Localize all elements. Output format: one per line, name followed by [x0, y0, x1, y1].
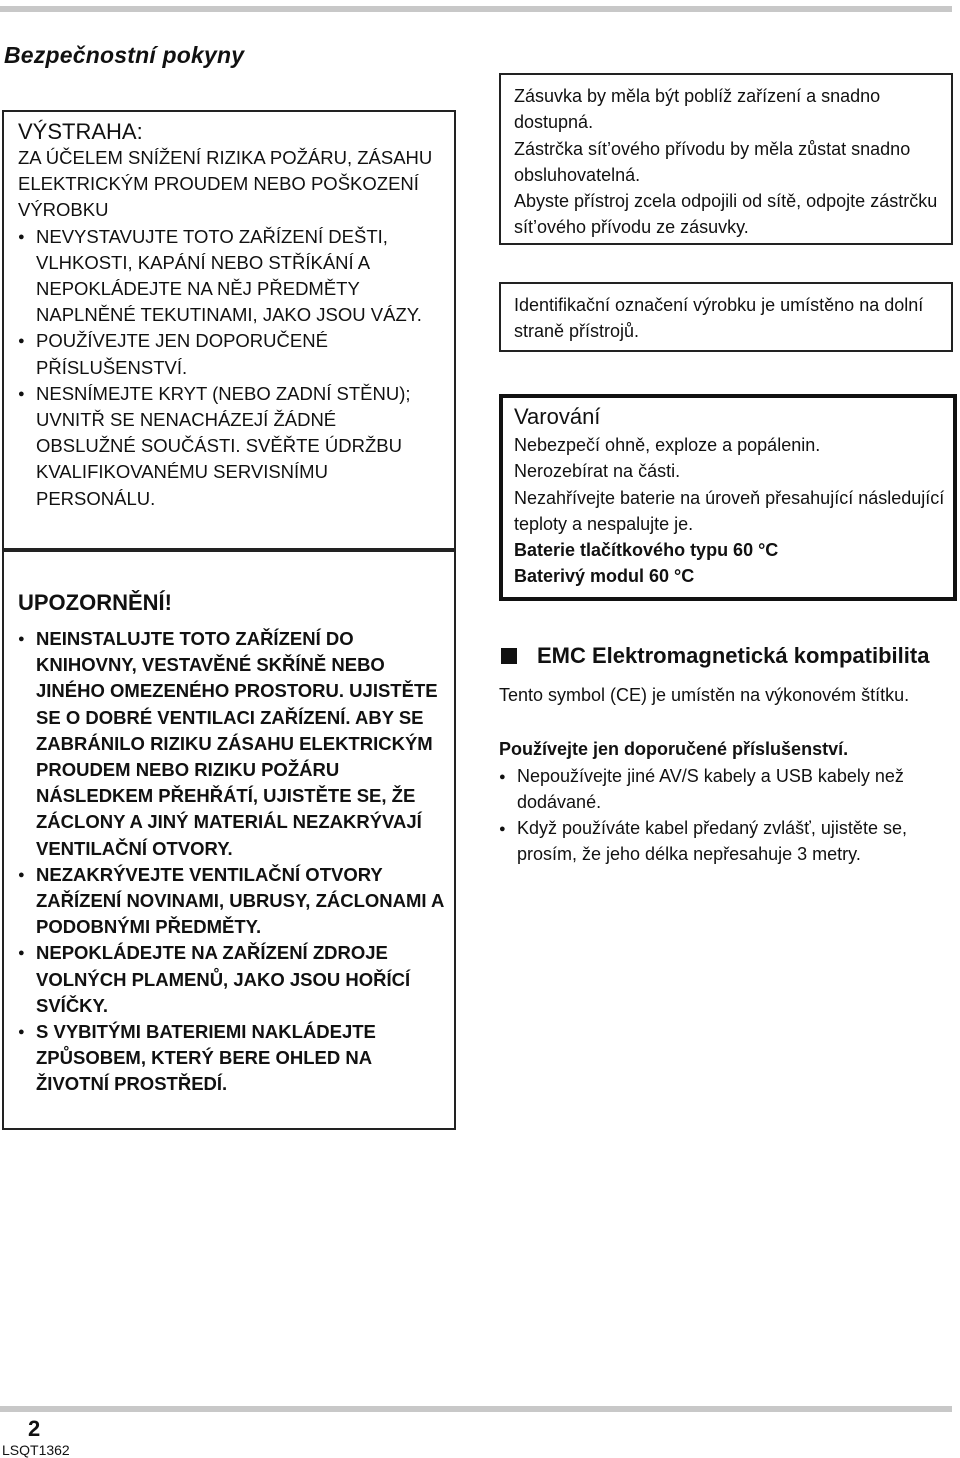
emc-heading-text: EMC Elektromagnetická kompatibilita	[537, 643, 930, 668]
emc-subheading: Používejte jen doporučené příslušenství.	[499, 739, 849, 760]
caution-item: ● NEZAKRÝVEJTE VENTILAČNÍ OTVORY ZAŘÍZENÍ NOVINAMI, UBRUSY, ZÁCLONAMI A PODOBNÝMI PŘEDMĚTY.	[18, 862, 444, 941]
emc-heading	[499, 640, 954, 672]
caution-item: ● S VYBITÝMI BATERIEMI NAKLÁDEJTE ZPŮSOBEM, KTERÝ BERE OHLED NA ŽIVOTNÍ PROSTŘEDÍ.	[18, 1019, 444, 1098]
emc-item: ● Nepoužívejte jiné AV/S kabely a USB kabely než dodávané.	[499, 763, 954, 816]
caution-item: ● NEINSTALUJTE TOTO ZAŘÍZENÍ DO KNIHOVNY, VESTAVĚNÉ SKŘÍNĚ NEBO JINÉHO OMEZENÉHO PROSTORU. UJISTĚTE SE O DOBRÉ VENTILACI ZAŘÍZENÍ. ABY SE ZABRÁNILO RIZIKU ZÁSAHU ELEKTRICKÝM PROUDEM NEBO RIZIKU POŽÁRU NÁSLEDKEM PŘEHŘÁTÍ, UJISTĚTE SE, ŽE ZÁCLONY A JINÝ MATERIÁL NEZAKRÝVAJÍ VENTILAČNÍ OTVORY.	[18, 626, 444, 862]
document-code: LSQT1362	[2, 1442, 70, 1458]
emc-section	[499, 640, 954, 868]
warning-box	[2, 110, 456, 550]
battery-temp-line: Baterie tlačítkového typu 60 °C	[514, 540, 779, 561]
emc-list	[499, 763, 954, 868]
battery-temp-line: Baterivý modul 60 °C	[514, 566, 695, 587]
caution-list	[18, 626, 444, 1098]
emc-text: Tento symbol (CE) je umístěn na výkonovém štítku.	[499, 685, 910, 705]
warning-list	[18, 224, 438, 512]
warning-intro: ZA ÚČELEM SNÍŽENÍ RIZIKA POŽÁRU, ZÁSAHU ELEKTRICKÝM PROUDEM NEBO POŠKOZENÍ VÝROBKU	[18, 147, 433, 221]
identification-text: Identifikační označení výrobku je umístěno na dolní straně přístrojů.	[514, 295, 924, 342]
emc-item: ● Když používáte kabel předaný zvlášť, ujistěte se, prosím, že jeho délka nepřesahuje 3 metry.	[499, 815, 954, 868]
battery-warning-line: Nebezpečí ohně, exploze a popálenin.	[514, 435, 821, 455]
top-rule	[0, 6, 952, 12]
socket-line: Zásuvka by měla být poblíž zařízení a snadno dostupná.	[514, 86, 881, 133]
page-number: 2	[28, 1416, 41, 1441]
square-bullet-icon	[501, 648, 517, 664]
battery-warning-line: Nezahřívejte baterie na úroveň přesahující následující teploty a nespalujte je.	[514, 487, 945, 534]
socket-line: Abyste přístroj zcela odpojili od sítě, odpojte zástrčku sít’ového přívodu ze zásuvky.	[514, 191, 938, 238]
warning-item: ● NESNÍMEJTE KRYT (NEBO ZADNÍ STĚNU); UVNITŘ SE NENACHÁZEJÍ ŽÁDNÉ OBSLUŽNÉ SOUČÁSTI. SVĚŘTE ÚDRŽBU KVALIFIKOVANÉMU SERVISNÍMU PERSONÁLU.	[18, 381, 438, 512]
bottom-rule	[0, 1406, 952, 1412]
caution-item: ● NEPOKLÁDEJTE NA ZAŘÍZENÍ ZDROJE VOLNÝCH PLAMENŮ, JAKO JSOU HOŘÍCÍ SVÍČKY.	[18, 940, 444, 1019]
page-title: Bezpečnostní pokyny	[4, 42, 245, 68]
identification-box	[499, 282, 953, 352]
socket-box	[499, 73, 953, 245]
battery-warning-heading: Varování	[514, 404, 601, 429]
warning-item: ● POUŽÍVEJTE JEN DOPORUČENÉ PŘÍSLUŠENSTVÍ.	[18, 328, 438, 380]
caution-heading: UPOZORNĚNÍ!	[18, 590, 172, 615]
battery-warning-line: Nerozebírat na části.	[514, 461, 681, 482]
battery-warning-box	[499, 394, 957, 601]
caution-box	[2, 550, 456, 1130]
warning-item: ● NEVYSTAVUJTE TOTO ZAŘÍZENÍ DEŠTI, VLHKOSTI, KAPÁNÍ NEBO STŘÍKÁNÍ A NEPOKLÁDEJTE NA NĚJ PŘEDMĚTY NAPLNĚNÉ TEKUTINAMI, JAKO JSOU VÁZY.	[18, 224, 438, 329]
socket-line: Zástrčka sít’ového přívodu by měla zůstat snadno obsluhovatelná.	[514, 138, 911, 185]
warning-heading: VÝSTRAHA:	[18, 119, 143, 144]
